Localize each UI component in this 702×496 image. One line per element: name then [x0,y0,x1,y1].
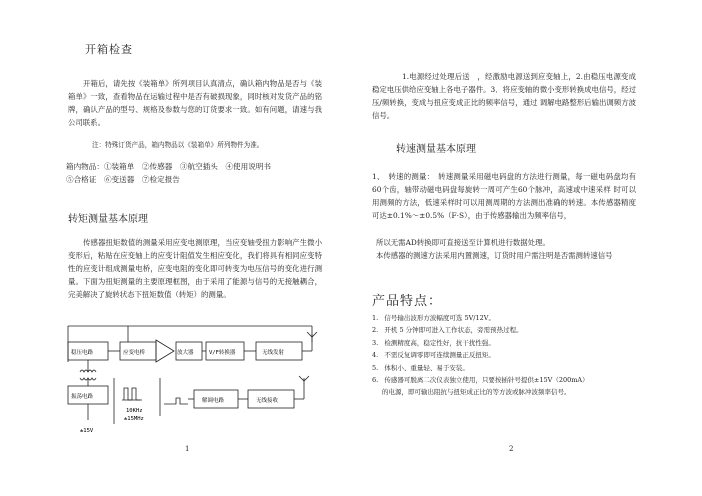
diagram-supply: ±15V [80,428,94,434]
unpacking-paragraph: 开箱后，请先按《装箱单》所列项目认真清点，确认箱内物品是否与《装箱单》一致，查看物品在运输过程中是否有破损现象，同时核对发货产品的铭牌，确认产品的型号、规格及参数与您的订货要求一致。如有问题，请速与我公司联系。 [68,79,322,127]
diagram-vf: V/F转换器 [209,350,236,356]
diagram-ampl: ±15MHz [124,416,144,422]
speed-paragraph-3: 本传感器的测速方法采用内置测速，订货时用户需注明是否需测转速信号 [376,251,613,260]
box-contents-line-2: ⑤合格证 ⑥变送器 ⑦检定报告 [66,175,180,184]
diagram-freq: 10KHz [126,408,143,414]
list-item: 6. 传感器可脱离二次仪表独立使用，只要按插针号提供±15V（200mA） [372,376,589,385]
list-item: 1. 信号输出波形方波幅度可选 5V/12V。 [372,314,495,322]
speed-paragraph: 1、 转速的测量： 转速测量采用磁电码盘的方法进行测量，每一磁电码盘均有60个齿，轴带动磁电码盘每旋转一周可产生60个脉冲，高速或中速采样 时可以用测频的方法，低速采样时可以用测周期的方法测出准确的转速。本传感器精度可达±0.1%～±0.5%（F·S），由于传感器输出为频率信号， [372,172,636,220]
speed-paragraph-2: 所以无需AD转换即可直接送至计算机进行数据处理。 [376,238,550,247]
diagram-amplifier: 放大器 [177,350,194,356]
torque-process-paragraph: 1.电源经过处理后送 ，经激励电源送到应变轴上，2.由稳压电源变成稳定电压供给应变轴上各电子器件。3．将应变轴的微小变形转换成电信号，经过压/频转换，变成与扭应变成正比的频率信号，通过 调解电路整形后输出调频方波信号。 [372,72,636,120]
list-item: 5. 体积小、重量轻、易于安装。 [372,363,469,372]
heading-features: 产品特点： [372,294,443,309]
torque-paragraph: 传感器扭矩数值的测量采用应变电测原理，当应变轴受扭力影响产生微小变形后，粘贴在应变轴上的应变计阻值发生相应变化，我们将具有相同应变特性的应变计组成测量电桥，应变电阻的变化即可转变为电压信号的变化进行测量。下面为扭矩测量的主要原理框图，由于采用了能源与信号的无接触耦合，完美解决了旋转状态下扭矩数值（转矩）的测量。 [68,238,322,299]
list-item: 2. 开机 5 分钟即可进入工作状态，旁需预热过程。 [372,326,523,335]
diagram-demod: 解调电路 [202,398,225,404]
heading-torque-principle: 转矩测量基本原理 [68,214,148,225]
diagram-tx: 无线发射 [262,350,285,356]
torque-block-diagram [64,320,322,438]
unpacking-note: 注：特殊订货产品，箱内物品以《装箱单》所列物件为准。 [92,141,264,149]
heading-unpacking: 开箱检查 [85,43,133,56]
list-item: 3. 检测精度高，稳定性好，抗干扰性强。 [372,338,495,347]
diagram-rx: 无线接收 [256,398,279,404]
feature-list [372,312,662,399]
diagram-bridge: 应变电桥 [123,350,146,356]
diagram-oscillator: 振荡电路 [71,394,94,400]
box-contents-line-1: 箱内物品：①装箱单 ②传感器 ③航空插头 ④使用说明书 [66,162,272,171]
page-number-left: 1 [185,445,190,453]
page-number-right: 2 [509,445,514,453]
diagram-regulator: 稳压电路 [71,350,94,356]
list-item-continuation: 的电源，即可输出阻抗与扭矩成正比的等方波或脉冲波频率信号。 [382,388,571,397]
list-item: 4. 不需反复调零即可连续测量正反扭矩。 [372,351,495,360]
heading-speed-principle: 转速测量基本原理 [396,144,476,155]
